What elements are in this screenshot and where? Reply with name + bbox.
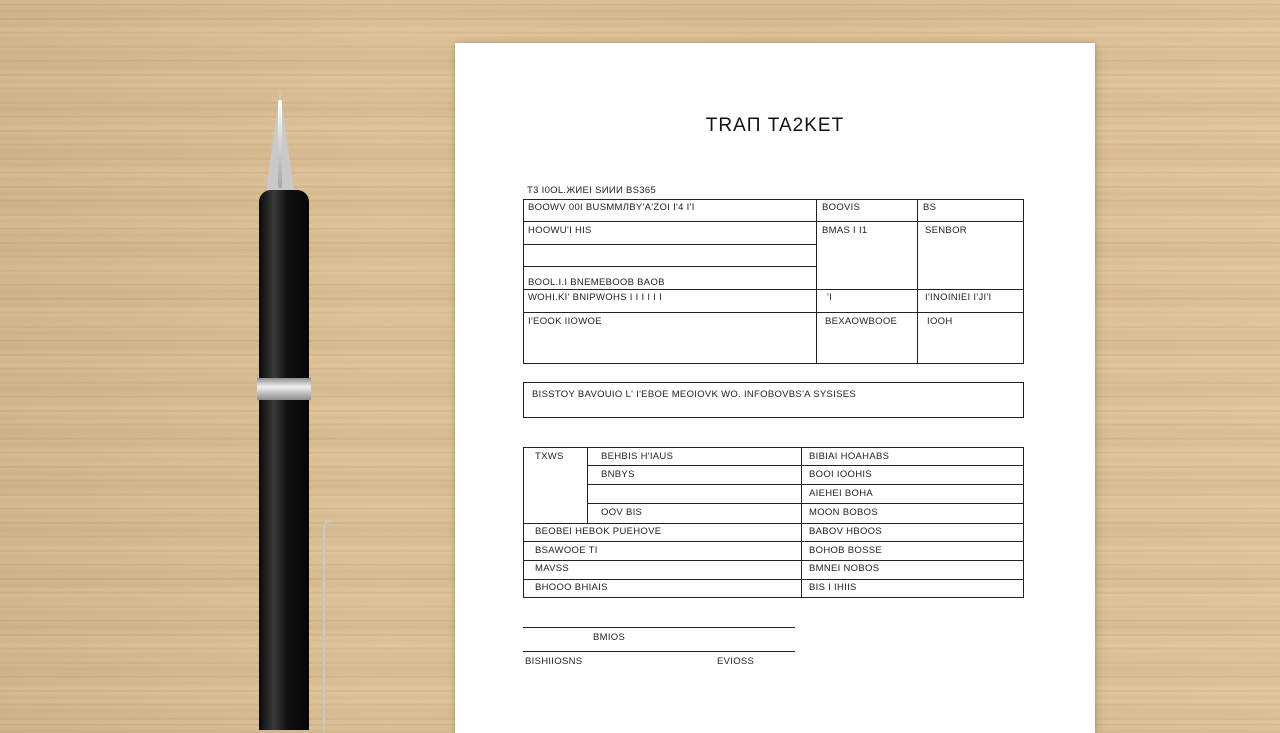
- signature-line: [523, 651, 795, 652]
- pen-tip-highlight: [278, 100, 282, 188]
- header-line: T3 I0OL.ЖИEI SИИИ BS365: [527, 185, 657, 196]
- cell-text: MAVSS: [535, 563, 570, 574]
- cell-text: BHOOO BHIAIS: [535, 582, 608, 593]
- paper-sheet: [455, 43, 1095, 733]
- signature-line: [523, 627, 795, 628]
- cell-text: I'INOINIEI I'JI'I: [925, 292, 992, 303]
- info-table-rule: [523, 289, 1024, 290]
- details-table-rule: [587, 465, 1024, 466]
- cell-text: BOOWV 00I BUSMMЛBY'A'ZOI I'4 I'I: [528, 202, 695, 213]
- cell-text: BOHOB BOSSE: [809, 545, 882, 556]
- cell-text: OOV BIS: [601, 507, 643, 518]
- info-table-rule: [523, 312, 1024, 313]
- cell-text: BIBIAI HOAHABS: [809, 451, 890, 462]
- cell-text: BEXAOWBOOE: [825, 316, 898, 327]
- pen-ring: [257, 378, 311, 400]
- cell-text: BMAS I I1: [822, 225, 868, 236]
- details-table-rule: [587, 503, 1024, 504]
- cell-text: MOON BOBOS: [809, 507, 878, 518]
- signature-label: BISHIIOSNS: [525, 656, 583, 667]
- document-title: TRAΠ TA2KET: [705, 115, 845, 136]
- info-table-divider: [917, 199, 918, 364]
- info-table-rule: [523, 221, 1024, 222]
- details-table-rule: [523, 541, 1024, 542]
- cell-text: BOOL.I.I BNEMEBOOB BAOB: [528, 277, 665, 288]
- cell-text: I'EOOK IIOWOE: [528, 316, 602, 327]
- cell-text: 'I: [827, 292, 833, 303]
- cell-text: IOOH: [927, 316, 953, 327]
- cell-text: HOOWU'I HIS: [528, 225, 592, 236]
- signature-label: EVIOSS: [717, 656, 755, 667]
- cell-text: AIEHEI BOHA: [809, 488, 874, 499]
- info-table-rule: [523, 244, 816, 245]
- cell-text: BIS I IHIIS: [809, 582, 857, 593]
- info-table-rule: [523, 266, 816, 267]
- pen-body: [259, 190, 309, 730]
- cell-text: BOOVIS: [822, 202, 861, 213]
- cell-text: BEOBEI HEBOK PUEHOVE: [535, 526, 662, 537]
- cell-text: BEHBIS H'IAUS: [601, 451, 674, 462]
- pen-clip: [323, 520, 331, 732]
- signature-label: BMIOS: [593, 632, 626, 643]
- cell-text: TXWS: [535, 451, 564, 462]
- note-box: [523, 382, 1024, 418]
- pen: [258, 90, 312, 730]
- cell-text: BNBYS: [601, 469, 635, 480]
- details-table-divider: [587, 447, 588, 523]
- cell-text: BABOV HBOOS: [809, 526, 882, 537]
- cell-text: SENBOR: [925, 225, 967, 236]
- info-table-divider: [816, 199, 817, 364]
- cell-text: BMNEI NOBOS: [809, 563, 880, 574]
- cell-text: BOOI IOOHIS: [809, 469, 872, 480]
- details-table-rule: [587, 484, 1024, 485]
- note-text: BISSTOY BAVOUIO L' I'EBOE MEOIOVK WO. INFOBOVBS'A SYSISES: [532, 389, 856, 400]
- details-table-rule: [523, 579, 1024, 580]
- details-table-rule: [523, 560, 1024, 561]
- cell-text: BSAWOOE TI: [535, 545, 598, 556]
- details-table-rule: [523, 523, 1024, 524]
- cell-text: BS: [923, 202, 937, 213]
- cell-text: WOHI.KI' BNIPWOHS I I I I I I: [528, 292, 663, 303]
